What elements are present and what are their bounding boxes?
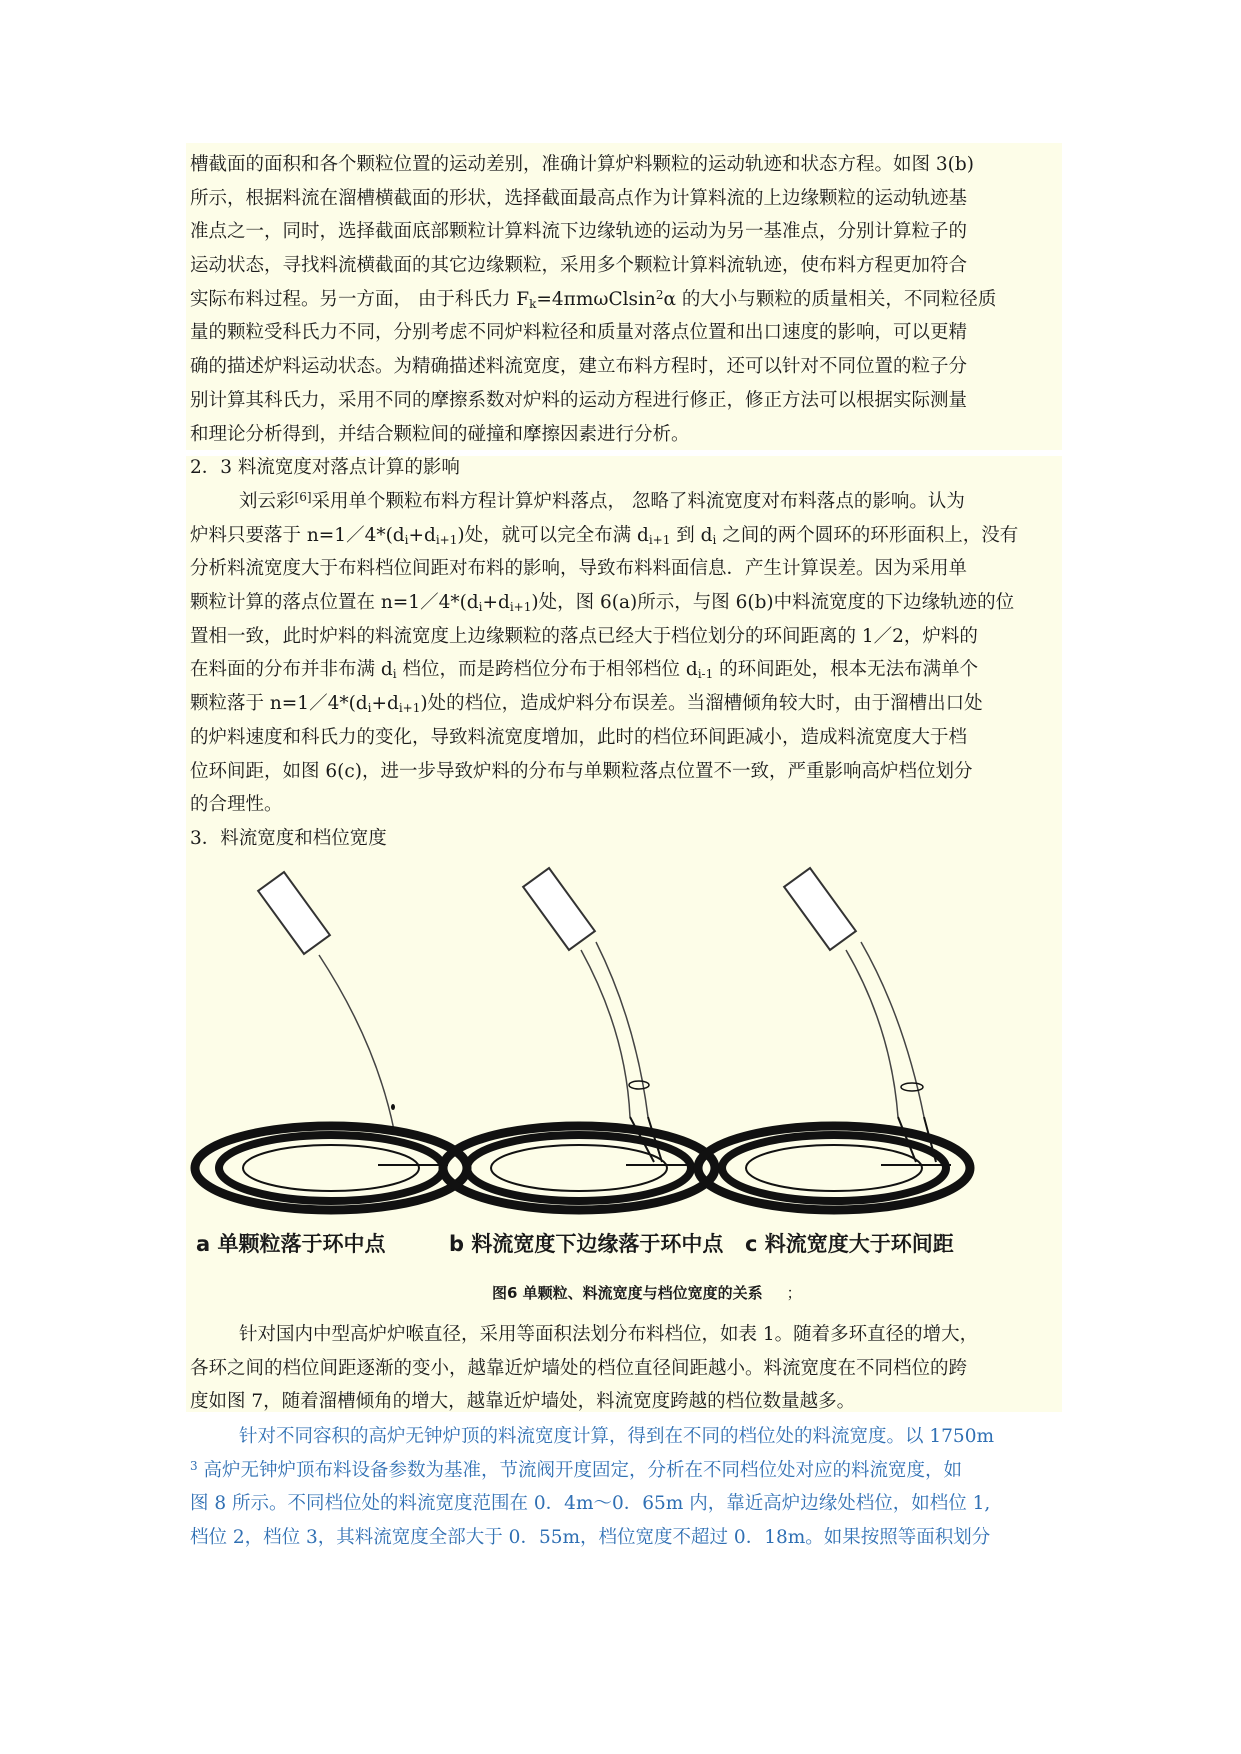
paragraph-blue-1750 (190, 1420, 1056, 1555)
text-line: 度如图 7，随着溜槽倾角的增大，越靠近炉墙处，料流宽度跨越的档位数量越多。 (190, 1391, 856, 1413)
text-span: 采用单个颗粒布料方程计算炉料落点， 忽略了料流宽度对布料落点的影响。认为 (311, 491, 965, 512)
text-span: 在料面的分布并非布满 d (190, 659, 393, 681)
paragraph-coriolis (190, 148, 1056, 451)
subscript: i+1 (648, 532, 671, 547)
text-span: 的环间距处，根本无法布满单个 (713, 659, 979, 681)
text-line: 置相一致，此时炉料的料流宽度上边缘颗粒的落点已经大于档位划分的环间距离的 1／2，炉料的 (190, 625, 978, 647)
text-line: 准点之一，同时，选择截面底部颗粒计算料流下边缘轨迹的运动为另一基准点，分别计算粒子的 (190, 221, 968, 243)
section-heading-3 (190, 822, 1056, 856)
text-line: 档位 2，档位 3，其料流宽度全部大于 0．55m，档位宽度不超过 0．18m。如果按照等面积划分 (190, 1527, 991, 1549)
figure-label-a: a 单颗粒落于环中点 (196, 1232, 386, 1256)
text-span: 刘云彩 (239, 491, 295, 512)
text-span: 到 d (670, 524, 713, 546)
text-line (190, 687, 1056, 721)
superscript: 2 (655, 287, 664, 302)
text-line: 确的描述炉料运动状态。为精确描述料流宽度，建立布料方程时，还可以针对不同位置的粒子分 (190, 356, 968, 378)
diagram-b (443, 868, 715, 1210)
subscript: i (404, 532, 409, 547)
subscript: i+1 (509, 600, 532, 615)
text-line (190, 586, 1056, 620)
text-span: +d (408, 524, 436, 546)
subscript: i+1 (435, 532, 458, 547)
text-line: 的合理性。 (190, 794, 283, 816)
text-line: 槽截面的面积和各个颗粒位置的运动差别，准确计算炉料颗粒的运动轨迹和状态方程。如图 3(b) (190, 154, 974, 175)
text-span: 高炉无钟炉顶布料设备参数为基准，节流阀开度固定，分析在不同档位处对应的料流宽度，如 (197, 1459, 963, 1481)
text-line (190, 519, 1056, 553)
text-line-formula (190, 283, 1056, 317)
text-line (190, 485, 1056, 519)
text-span: 炉料只要落于 n=1／4*(d (190, 524, 405, 546)
caption-mark: ； (786, 1284, 802, 1302)
diagram-c (698, 868, 970, 1210)
text-line: 量的颗粒受科氏力不同，分别考虑不同炉料粒径和质量对落点位置和出口速度的影响，可以更精 (190, 322, 968, 344)
text-span: 实际布料过程。另一方面， 由于科氏力 F (190, 288, 530, 310)
text-span: )处，就可以完全布满 d (457, 524, 649, 546)
citation: [6] (294, 490, 312, 504)
text-span: =4πmωClsin (536, 288, 656, 310)
subscript: i (392, 667, 397, 682)
text-span: 之间的两个圆环的环形面积上，没有 (716, 524, 1019, 546)
figure-caption (492, 1282, 802, 1303)
text-line: 别计算其科氏力，采用不同的摩擦系数对炉料的运动方程进行修正，修正方法可以根据实际测量 (190, 389, 968, 411)
text-line: 图 8 所示。不同档位处的料流宽度范围在 0．4m～0．65m 内，靠近高炉边缘处档位，如档位 1, (190, 1493, 991, 1515)
superscript: 3 (190, 1458, 198, 1473)
text-line: 分析料流宽度大于布料档位间距对布料的影响，导致布料料面信息．产生计算误差。因为采用单 (190, 558, 968, 580)
subscript: i (712, 532, 717, 547)
text-line: 针对国内中型高炉炉喉直径，采用等面积法划分布料档位，如表 1。随着多环直径的增大， (239, 1324, 979, 1345)
subscript: i+1 (398, 701, 421, 716)
heading-text: 2．3 料流宽度对落点计算的影响 (190, 457, 460, 478)
text-span: +d (371, 693, 399, 715)
subscript: i (367, 701, 372, 716)
subscript: i-1 (697, 667, 714, 682)
figure-label-c: c 料流宽度大于环间距 (745, 1232, 954, 1256)
text-line: 所示，根据料流在溜槽横截面的形状，选择截面最高点作为计算料流的上边缘颗粒的运动轨迹基 (190, 187, 968, 209)
text-line: 各环之间的档位间距逐渐的变小，越靠近炉墙处的档位直径间距越小。料流宽度在不同档位的跨 (190, 1357, 968, 1379)
text-span: 颗粒计算的落点位置在 n=1／4*(d (190, 592, 479, 614)
text-line (190, 1454, 1056, 1488)
subscript: k (529, 296, 537, 311)
text-line (190, 653, 1056, 687)
text-span: )处，图 6(a)所示，与图 6(b)中料流宽度的下边缘轨迹的位 (531, 592, 1015, 614)
figure-6 (186, 862, 1062, 1312)
text-line: 针对不同容积的高炉无钟炉顶的料流宽度计算，得到在不同的档位处的料流宽度。以 1750m (239, 1426, 995, 1447)
figure-label-b: b 料流宽度下边缘落于环中点 (449, 1232, 724, 1256)
text-line: 的炉料速度和科氏力的变化，导致料流宽度增加，此时的档位环间距减小，造成料流宽度大于档 (190, 726, 968, 748)
caption-text: 图6 单颗粒、料流宽度与档位宽度的关系 (492, 1284, 763, 1302)
text-span: α 的大小与颗粒的质量相关，不同粒径质 (663, 288, 997, 310)
section-heading-2-3 (190, 451, 1056, 485)
text-line: 位环间距，如图 6(c)，进一步导致炉料的分布与单颗粒落点位置不一致，严重影响高炉档位划分 (190, 760, 973, 782)
text-span: 颗粒落于 n=1／4*(d (190, 693, 368, 715)
heading-text: 3．料流宽度和档位宽度 (190, 828, 387, 849)
text-span: +d (482, 592, 510, 614)
text-span: )处的档位，造成炉料分布误差。当溜槽倾角较大时，由于溜槽出口处 (420, 693, 983, 715)
subscript: i (478, 600, 483, 615)
text-line: 运动状态，寻找料流横截面的其它边缘颗粒，采用多个颗粒计算料流轨迹，使布料方程更加符合 (190, 255, 968, 277)
diagram-a (195, 872, 467, 1210)
paragraph-material-width (190, 485, 1056, 822)
paragraph-equal-area (190, 1318, 1056, 1419)
text-line: 和理论分析得到，并结合颗粒间的碰撞和摩擦因素进行分析。 (190, 423, 690, 445)
text-span: 档位，而是跨档位分布于相邻档位 d (396, 659, 698, 681)
